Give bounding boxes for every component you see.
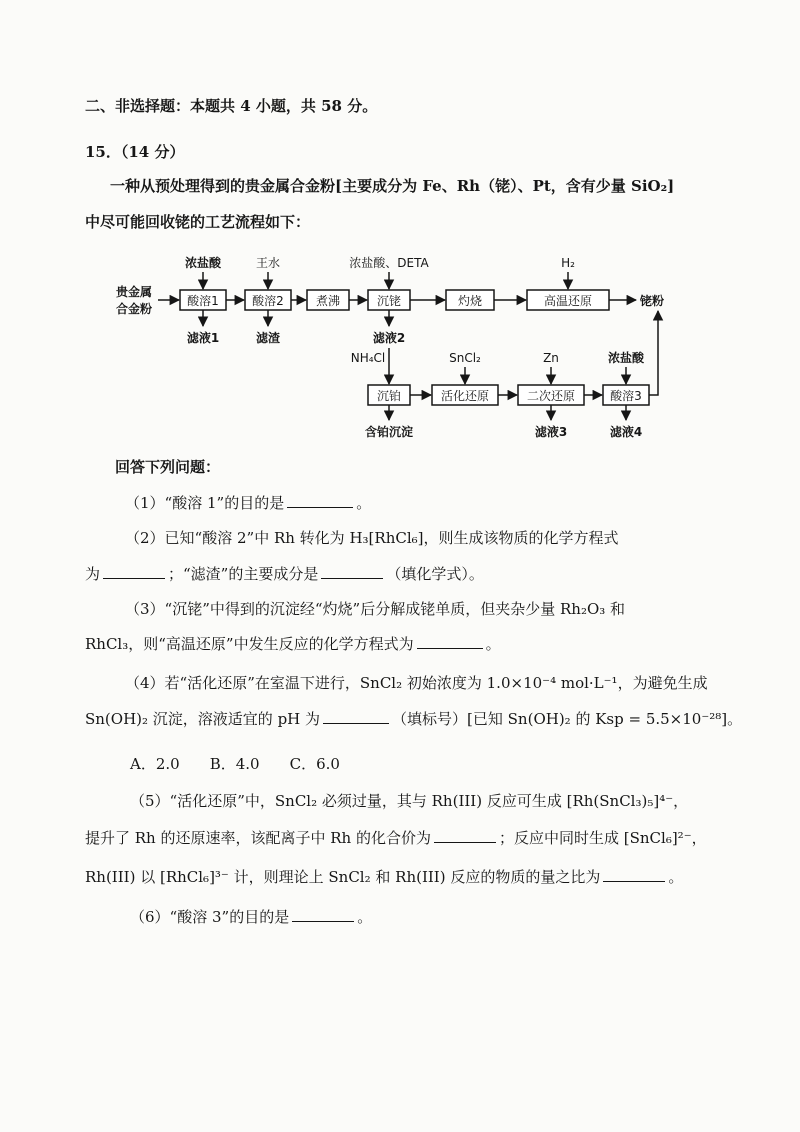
question-6-end: 。 <box>357 908 373 926</box>
question-5-line1: （5）“活化还原”中，SnCl₂ 必须过量，其与 Rh(III) 反应可生成 [Rh(SnCl₃)₅]⁴⁻， <box>130 792 689 810</box>
reagent-conc-hcl-1: 浓盐酸 <box>184 256 222 270</box>
question-3-end: 。 <box>485 635 501 653</box>
svg-text:酸溶3: 酸溶3 <box>610 389 642 403</box>
box-acid-dissolve-3 <box>603 385 649 405</box>
question-5-line3 <box>85 866 683 887</box>
question-5-text-a: 提升了 Rh 的还原速率，该配离子中 Rh 的化合价为 <box>85 829 431 847</box>
output-filtrate-4: 滤液4 <box>609 425 643 439</box>
question-2-mid: ；“滤渣”的主要成分是 <box>168 565 319 583</box>
question-3-text: RhCl₃，则“高温还原”中发生反应的化学方程式为 <box>85 635 414 653</box>
question-6 <box>130 906 372 927</box>
answer-blank-1[interactable] <box>287 493 353 508</box>
question-4-end: （填标号）[已知 Sn(OH)₂ 的 Ksp = 5.5×10⁻²⁸]。 <box>392 710 743 728</box>
question-1-end: 。 <box>356 494 372 512</box>
reagent-hcl-deta: 浓盐酸、DETA <box>349 256 429 270</box>
option-c[interactable]: C．6.0 <box>289 755 340 773</box>
box-boil <box>307 290 349 310</box>
output-residue: 滤渣 <box>255 331 281 345</box>
output-filtrate-1: 滤液1 <box>186 331 220 345</box>
box-secondary-reduction <box>518 385 584 405</box>
question-2-line2 <box>85 563 484 584</box>
output-pt-precipitate: 含铂沉淀 <box>364 425 414 439</box>
answer-blank-5b[interactable] <box>603 867 665 882</box>
svg-text:活化还原: 活化还原 <box>440 389 490 403</box>
question-4-options <box>130 753 370 774</box>
question-2-end: （填化学式）。 <box>386 565 484 583</box>
svg-text:煮沸: 煮沸 <box>315 294 341 308</box>
box-high-temp-reduction <box>527 290 609 310</box>
answer-blank-6[interactable] <box>292 907 354 922</box>
question-3-line1: （3）“沉铑”中得到的沉淀经“灼烧”后分解成铑单质，但夹杂少量 Rh₂O₃ 和 <box>125 600 626 618</box>
svg-text:二次还原: 二次还原 <box>526 389 576 403</box>
svg-text:高温还原: 高温还原 <box>543 294 593 308</box>
answer-blank-2b[interactable] <box>321 564 383 579</box>
question-4-line2 <box>85 708 742 729</box>
process-flowchart <box>0 0 800 460</box>
question-4-line1: （4）若“活化还原”在室温下进行，SnCl₂ 初始浓度为 1.0×10⁻⁴ mol·L⁻¹，为避免生成 <box>125 674 708 692</box>
section-heading: 二、非选择题：本题共 4 小题，共 58 分。 <box>85 97 378 115</box>
answer-intro: 回答下列问题： <box>115 458 221 476</box>
answer-blank-5a[interactable] <box>434 828 496 843</box>
box-calcine <box>446 290 494 310</box>
box-activation-reduction <box>432 385 498 405</box>
answer-blank-2a[interactable] <box>103 564 165 579</box>
input-label-line1: 贵金属 <box>116 285 153 299</box>
svg-text:沉铂: 沉铂 <box>376 389 402 403</box>
question-3-line2 <box>85 633 501 654</box>
question-5-text-b: ；反应中同时生成 [SnCl₆]²⁻， <box>498 829 707 847</box>
question-intro-line1: 一种从预处理得到的贵金属合金粉[主要成分为 Fe、Rh（铑）、Pt，含有少量 SiO₂] <box>110 177 675 195</box>
svg-text:酸溶2: 酸溶2 <box>252 294 284 308</box>
option-b[interactable]: B．4.0 <box>209 755 260 773</box>
output-filtrate-3: 滤液3 <box>534 425 568 439</box>
reagent-nh4cl: NH₄Cl <box>350 351 386 365</box>
output-filtrate-2: 滤液2 <box>372 331 406 345</box>
question-5-line2 <box>85 827 707 848</box>
question-6-text: （6）“酸溶 3”的目的是 <box>130 908 290 926</box>
product-rh-powder: 铑粉 <box>640 294 665 308</box>
reagent-conc-hcl-2: 浓盐酸 <box>607 351 645 365</box>
question-1 <box>125 492 371 513</box>
question-5-text-c: Rh(III) 以 [RhCl₆]³⁻ 计，则理论上 SnCl₂ 和 Rh(III) 反应的物质的量之比为 <box>85 868 601 886</box>
reagent-aqua-regia: 王水 <box>255 256 281 270</box>
question-4-text: Sn(OH)₂ 沉淀，溶液适宜的 pH 为 <box>85 710 321 728</box>
box-acid-dissolve-2 <box>245 290 291 310</box>
answer-blank-4[interactable] <box>323 709 389 724</box>
reagent-sncl2: SnCl₂ <box>449 351 481 365</box>
input-label-line2: 合金粉 <box>116 302 153 316</box>
box-acid-dissolve-1 <box>180 290 226 310</box>
question-5-end: 。 <box>668 868 684 886</box>
question-2-prefix: 为 <box>85 565 101 583</box>
box-precipitate-pt <box>368 385 410 405</box>
question-intro-line2: 中尽可能回收铑的工艺流程如下： <box>85 213 311 231</box>
box-precipitate-rh <box>368 290 410 310</box>
answer-blank-3[interactable] <box>417 634 483 649</box>
question-2-line1: （2）已知“酸溶 2”中 Rh 转化为 H₃[RhCl₆]，则生成该物质的化学方程式 <box>125 529 619 547</box>
question-1-text: （1）“酸溶 1”的目的是 <box>125 494 285 512</box>
svg-text:沉铑: 沉铑 <box>376 294 402 308</box>
reagent-zn: Zn <box>543 351 559 365</box>
option-a[interactable]: A．2.0 <box>130 755 180 773</box>
question-number: 15．（14 分） <box>85 143 185 161</box>
svg-text:灼烧: 灼烧 <box>457 294 483 308</box>
svg-text:酸溶1: 酸溶1 <box>187 294 219 308</box>
reagent-h2: H₂ <box>561 256 575 270</box>
